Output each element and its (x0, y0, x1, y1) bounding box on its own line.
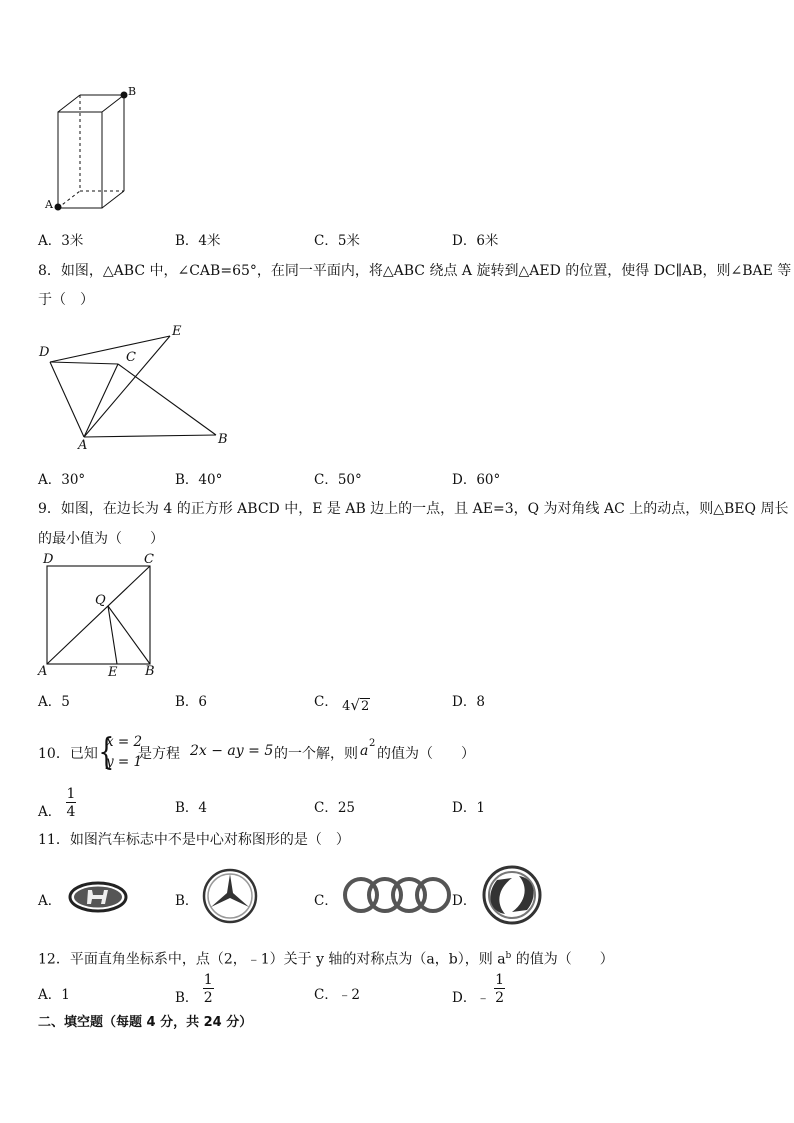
q12-option-d[interactable] (452, 973, 505, 1005)
q8-option-a[interactable]: A．30° (38, 472, 86, 488)
q8-question-line-2: 于（ ） (38, 292, 94, 308)
q11-option-b[interactable]: B． (175, 893, 199, 909)
q7-option-d[interactable]: D．6米 (452, 233, 499, 249)
q10-middle: 是方程 (138, 746, 180, 762)
q10-power-base: a (360, 743, 369, 759)
q12-sup: b (505, 951, 512, 961)
q9-label-a: A (38, 664, 48, 679)
q11-question-line: 11．如图汽车标志中不是中心对称图形的是（ ） (38, 832, 350, 848)
q10-option-d[interactable]: D．1 (452, 800, 485, 816)
q9-option-c-label: C． (314, 694, 338, 710)
q12-option-d-fraction: $\frac{1}{2}$ (495, 972, 505, 1006)
q7-option-a[interactable]: A．3米 (38, 233, 84, 249)
q10-eq2: y = 1 (106, 754, 143, 770)
q9-question-line-1: 9．如图，在边长为 4 的正方形 ABCD 中，E 是 AB 边上的一点，且 AE=3，Q 为对角线 AC 上的动点，则△BEQ 周长 (38, 501, 789, 517)
q10-suffix1: 的一个解，则 (274, 746, 358, 762)
q9-option-b[interactable]: B．6 (175, 694, 208, 710)
q7-label-b: B (128, 85, 137, 98)
q10-suffix2: 的值为（ ） (377, 746, 475, 762)
q8-label-c: C (126, 350, 136, 365)
q10-brace: { (98, 732, 115, 773)
q9-option-c-sqrt: 4√2 (342, 696, 370, 714)
q9-label-c: C (144, 552, 154, 567)
q10-option-a-fraction: $\frac{1}{4}$ (66, 786, 76, 820)
q12-option-b-fraction: $\frac{1}{2}$ (203, 972, 213, 1006)
q8-label-d: D (39, 345, 50, 360)
q11-option-d[interactable]: D． (452, 893, 477, 909)
section-2-heading: 二、填空题（每题 4 分，共 24 分） (38, 1015, 253, 1030)
q8-option-c[interactable]: C．50° (314, 472, 362, 488)
q11-option-c[interactable]: C． (314, 893, 338, 909)
q8-label-e: E (172, 324, 182, 339)
q7-label-a: A (45, 198, 53, 211)
q10-option-b[interactable]: B．4 (175, 800, 208, 816)
q8-option-d[interactable]: D．60° (452, 472, 501, 488)
q10-power-exp: 2 (369, 738, 376, 749)
q12-option-b[interactable] (175, 973, 214, 1005)
q9-option-a[interactable]: A．5 (38, 694, 70, 710)
hyundai-logo-icon (70, 883, 126, 911)
q9-label-b: B (145, 664, 155, 679)
q8-label-b: B (218, 432, 228, 447)
q8-question-line-1: 8．如图，△ABC 中，∠CAB=65°，在同一平面内，将△ABC 绕点 A 旋转到△AED 的位置，使得 DC∥AB，则∠BAE 等 (38, 263, 792, 279)
q10-eq1: x = 2 (106, 734, 143, 750)
q9-question-line-2: 的最小值为（ ） (38, 531, 164, 547)
q10-option-a-label: A． (38, 803, 62, 820)
mercedes-logo-icon (204, 870, 256, 922)
q12-line-main: 12．平面直角坐标系中，点（2，﹣1）关于 y 轴的对称点为（a，b），则 a (38, 951, 506, 968)
q12-option-a[interactable]: A．1 (38, 987, 70, 1003)
q12-line-end: 的值为（ ） (511, 951, 614, 968)
q12-option-b-label: B． (175, 989, 199, 1006)
q11-option-a[interactable]: A． (38, 893, 62, 909)
q9-label-q: Q (95, 593, 106, 608)
q7-option-c[interactable]: C．5米 (314, 233, 360, 249)
q9-label-d: D (43, 552, 54, 567)
q7-option-b[interactable]: B．4米 (175, 233, 221, 249)
q9-option-d[interactable]: D．8 (452, 694, 485, 710)
q10-equation: 2x − ay = 5 (190, 743, 274, 759)
dongfeng-logo-icon (484, 867, 540, 923)
q12-option-d-label: D．﹣ (452, 989, 490, 1006)
q9-label-e: E (108, 665, 118, 680)
q12-question-line (38, 947, 614, 969)
q8-label-a: A (78, 438, 88, 453)
q10-option-c[interactable]: C．25 (314, 800, 356, 816)
q12-option-c[interactable]: C．﹣2 (314, 987, 360, 1003)
q8-option-b[interactable]: B．40° (175, 472, 223, 488)
audi-logo-icon (345, 879, 449, 911)
q10-prefix: 10．已知 (38, 746, 98, 762)
